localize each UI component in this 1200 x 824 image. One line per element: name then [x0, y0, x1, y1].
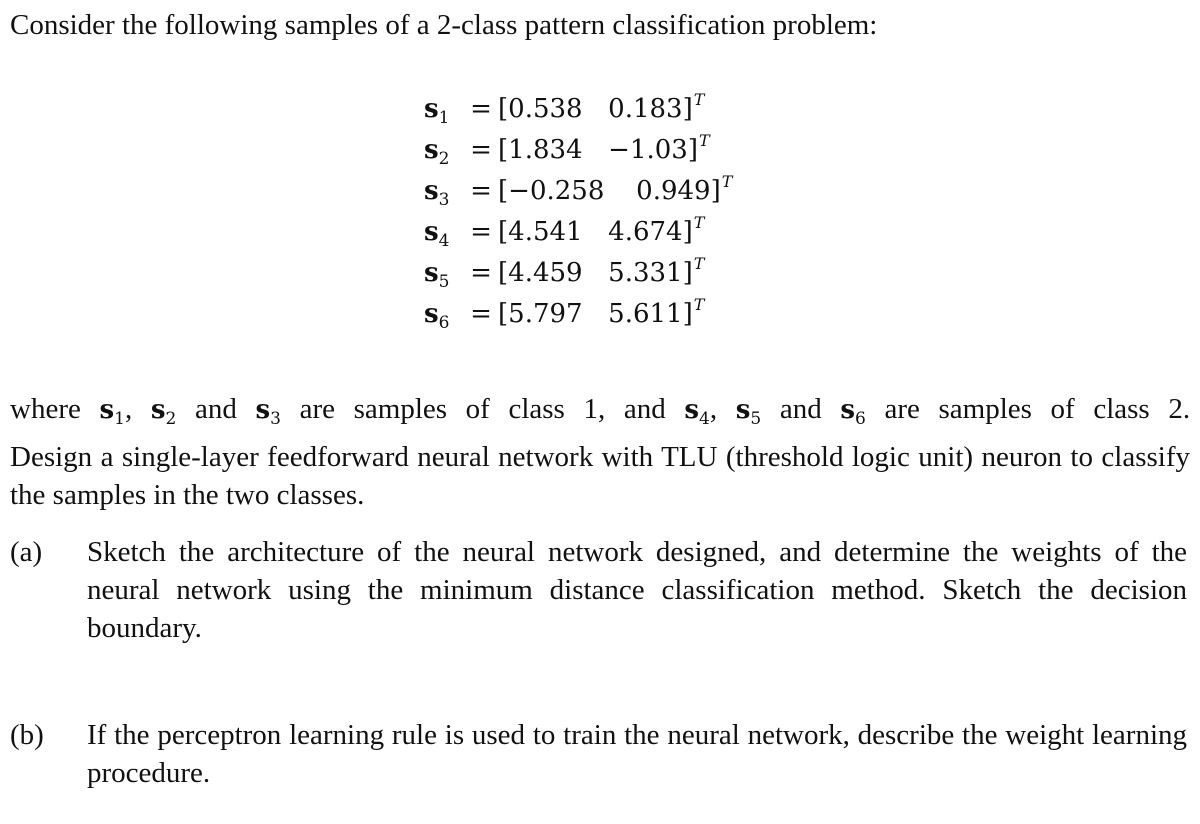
- sample-symbol: $s_4$: [424, 217, 450, 252]
- sample-equation-6: $s_6 = [5.797$ 5.611]$^T$: [424, 285, 704, 325]
- sample-symbol: $s_3$: [255, 395, 281, 430]
- sample-value-2: 5.331: [608, 258, 683, 288]
- sample-value-2: 0.949: [636, 176, 711, 206]
- sample-value-2: 4.674: [608, 217, 683, 247]
- design-instruction: Design a single-layer feedforward neural network with TLU (threshold logic unit) neuron to classify the samples in the two classes.: [10, 441, 1190, 512]
- sample-symbol: $s_5$: [424, 258, 450, 293]
- where-paragraph: [10, 390, 1190, 514]
- class-definition-line: where $s_1$, $s_2$ and $s_3$ are samples of class 1, and $s_4$, $s_5$ and $s_6$ are samples of class 2.: [10, 393, 1191, 430]
- sample-symbol: $s_1$: [424, 94, 450, 129]
- part-text: Sketch the architecture of the neural network designed, and determine the weights of the neural network using the minimum distance classification method. Sketch the decision boundary.: [87, 536, 1187, 644]
- intro-text: Consider the following samples of a 2-class pattern classification problem:: [10, 9, 878, 41]
- sample-symbol: $s_2$: [424, 135, 450, 170]
- part-text: If the perceptron learning rule is used to train the neural network, describe the weight learning procedure.: [87, 719, 1187, 789]
- part-label: (b): [10, 719, 44, 751]
- sample-value-1: 4.541: [508, 217, 583, 247]
- sample-symbol: $s_6$: [424, 299, 450, 334]
- sample-symbol: $s_6$: [840, 395, 866, 430]
- sample-equation-1: $s_1 = [0.538$ 0.183]$^T$: [424, 80, 704, 120]
- sample-equation-4: $s_4 = [4.541$ 4.674]$^T$: [424, 203, 704, 243]
- sample-symbol: $s_2$: [150, 395, 177, 430]
- sample-symbol: $s_5$: [735, 395, 762, 430]
- sample-symbol: $s_3$: [424, 176, 450, 211]
- sample-value-2: 5.611: [608, 299, 683, 329]
- sample-symbol: $s_1$: [99, 395, 125, 430]
- sample-value-1: 5.797: [508, 299, 583, 329]
- part-label: (a): [10, 536, 43, 568]
- sample-equation-2: $s_2 = [1.834 -1.03]^T$: [424, 121, 710, 161]
- sample-value-1: 1.834: [508, 135, 583, 165]
- sample-equation-3: $s_3 = [-0.258$ 0.949]$^T$: [424, 162, 732, 202]
- sample-value-2: −1.03: [608, 135, 688, 165]
- sample-value-1: 0.538: [508, 94, 583, 124]
- sample-equation-5: $s_5 = [4.459$ 5.331]$^T$: [424, 244, 704, 284]
- sample-value-1: −0.258: [508, 176, 605, 206]
- sample-value-1: 4.459: [508, 258, 583, 288]
- sample-value-2: 0.183: [608, 94, 683, 124]
- sample-symbol: $s_4$: [684, 395, 710, 430]
